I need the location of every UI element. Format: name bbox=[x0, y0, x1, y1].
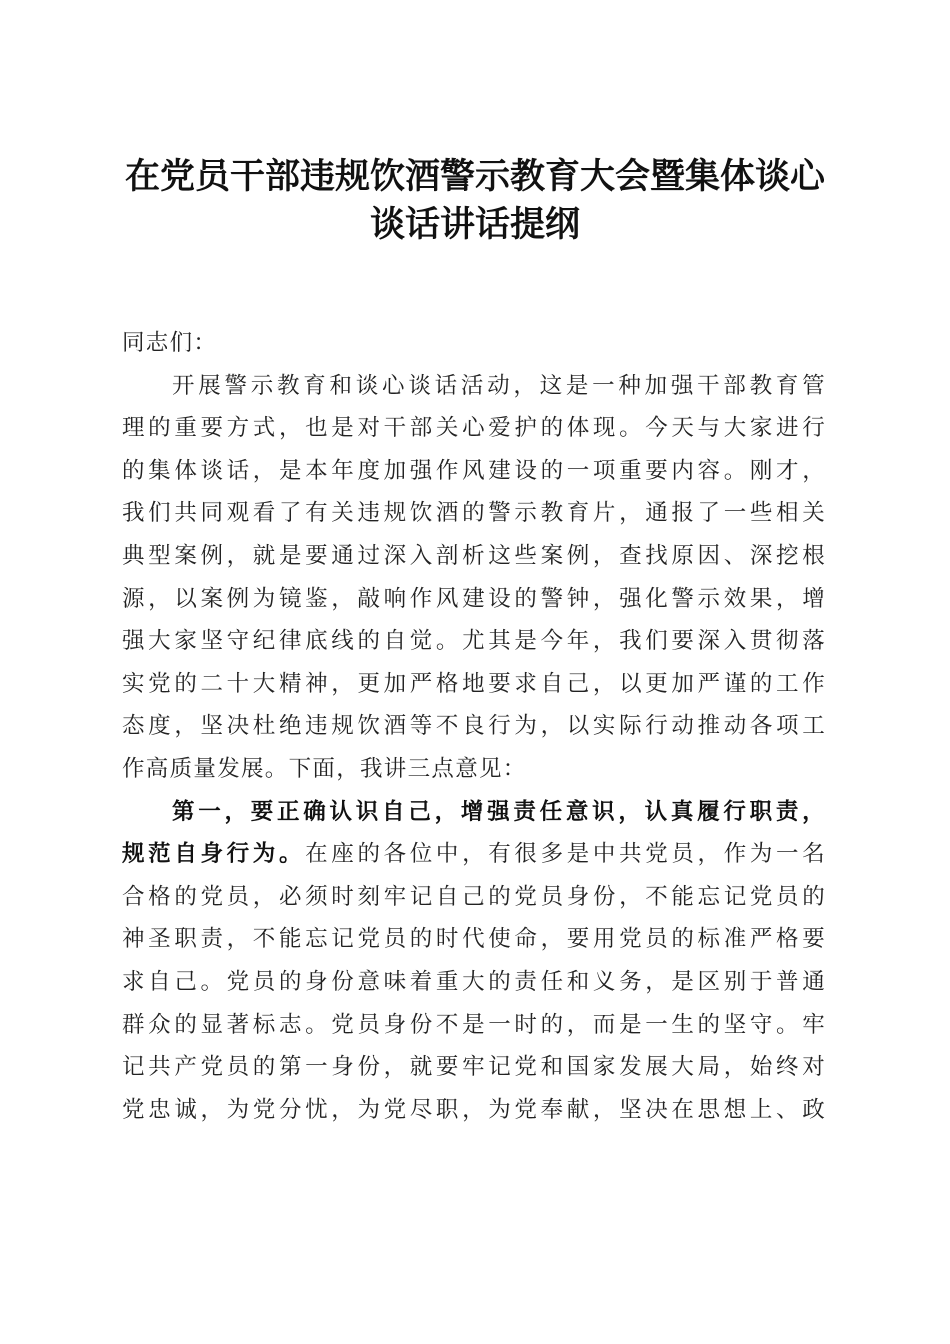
document-title bbox=[100, 153, 850, 249]
paragraph-1-line-10: 作高质量发展。下面，我讲三点意见： bbox=[122, 755, 527, 782]
salutation: 同志们： bbox=[122, 330, 218, 356]
paragraph-1-line-5: 典型案例，就是要通过深入剖析这些案例，查找原因、深挖根 bbox=[122, 542, 826, 569]
section-1-line-3: 合格的党员，必须时刻牢记自己的党员身份，不能忘记党员的 bbox=[122, 883, 826, 910]
section-1-line-6: 群众的显著标志。党员身份不是一时的，而是一生的坚守。牢 bbox=[122, 1011, 826, 1038]
title-line-1: 在党员干部违规饮酒警示教育大会暨集体谈心 bbox=[124, 156, 825, 197]
paragraph-1-line-3: 的集体谈话，是本年度加强作风建设的一项重要内容。刚才， bbox=[122, 457, 826, 484]
section-1-line-7: 记共产党员的第一身份，就要牢记党和国家发展大局，始终对 bbox=[122, 1054, 826, 1081]
paragraph-1-line-8: 实党的二十大精神，更加严格地要求自己，以更加严谨的工作 bbox=[122, 670, 826, 697]
paragraph-1-line-9: 态度，坚决杜绝违规饮酒等不良行为，以实际行动推动各项工 bbox=[122, 713, 826, 740]
section-1-line-2 bbox=[122, 833, 826, 876]
paragraph-1-line-1: 开展警示教育和谈心谈话活动，这是一种加强干部教育管 bbox=[172, 372, 826, 399]
paragraph-1-line-4: 我们共同观看了有关违规饮酒的警示教育片，通报了一些相关 bbox=[122, 500, 826, 527]
section-1-line-5: 求自己。党员的身份意味着重大的责任和义务，是区别于普通 bbox=[122, 968, 826, 995]
section-1-line-8: 党忠诚，为党分忧，为党尽职，为党奉献，坚决在思想上、政 bbox=[122, 1096, 826, 1123]
section-1-heading: 第一，要正确认识自己，增强责任意识，认真履行职责， bbox=[172, 798, 826, 825]
paragraph-1-line-7: 强大家坚守纪律底线的自觉。尤其是今年，我们要深入贯彻落 bbox=[122, 628, 826, 655]
section-1-heading-end: 规范自身行为。 bbox=[122, 841, 306, 868]
paragraph-1-line-6: 源，以案例为镜鉴，敲响作风建设的警钟，强化警示效果，增 bbox=[122, 585, 826, 612]
document-body bbox=[122, 322, 826, 1131]
section-1-line-2-text: 在座的各位中，有很多是中共党员，作为一名 bbox=[305, 841, 826, 868]
paragraph-1-line-2: 理的重要方式，也是对干部关心爱护的体现。今天与大家进行 bbox=[122, 415, 826, 442]
section-1-line-4: 神圣职责，不能忘记党员的时代使命，要用党员的标准严格要 bbox=[122, 926, 826, 953]
title-line-2: 谈话讲话提纲 bbox=[369, 204, 580, 245]
